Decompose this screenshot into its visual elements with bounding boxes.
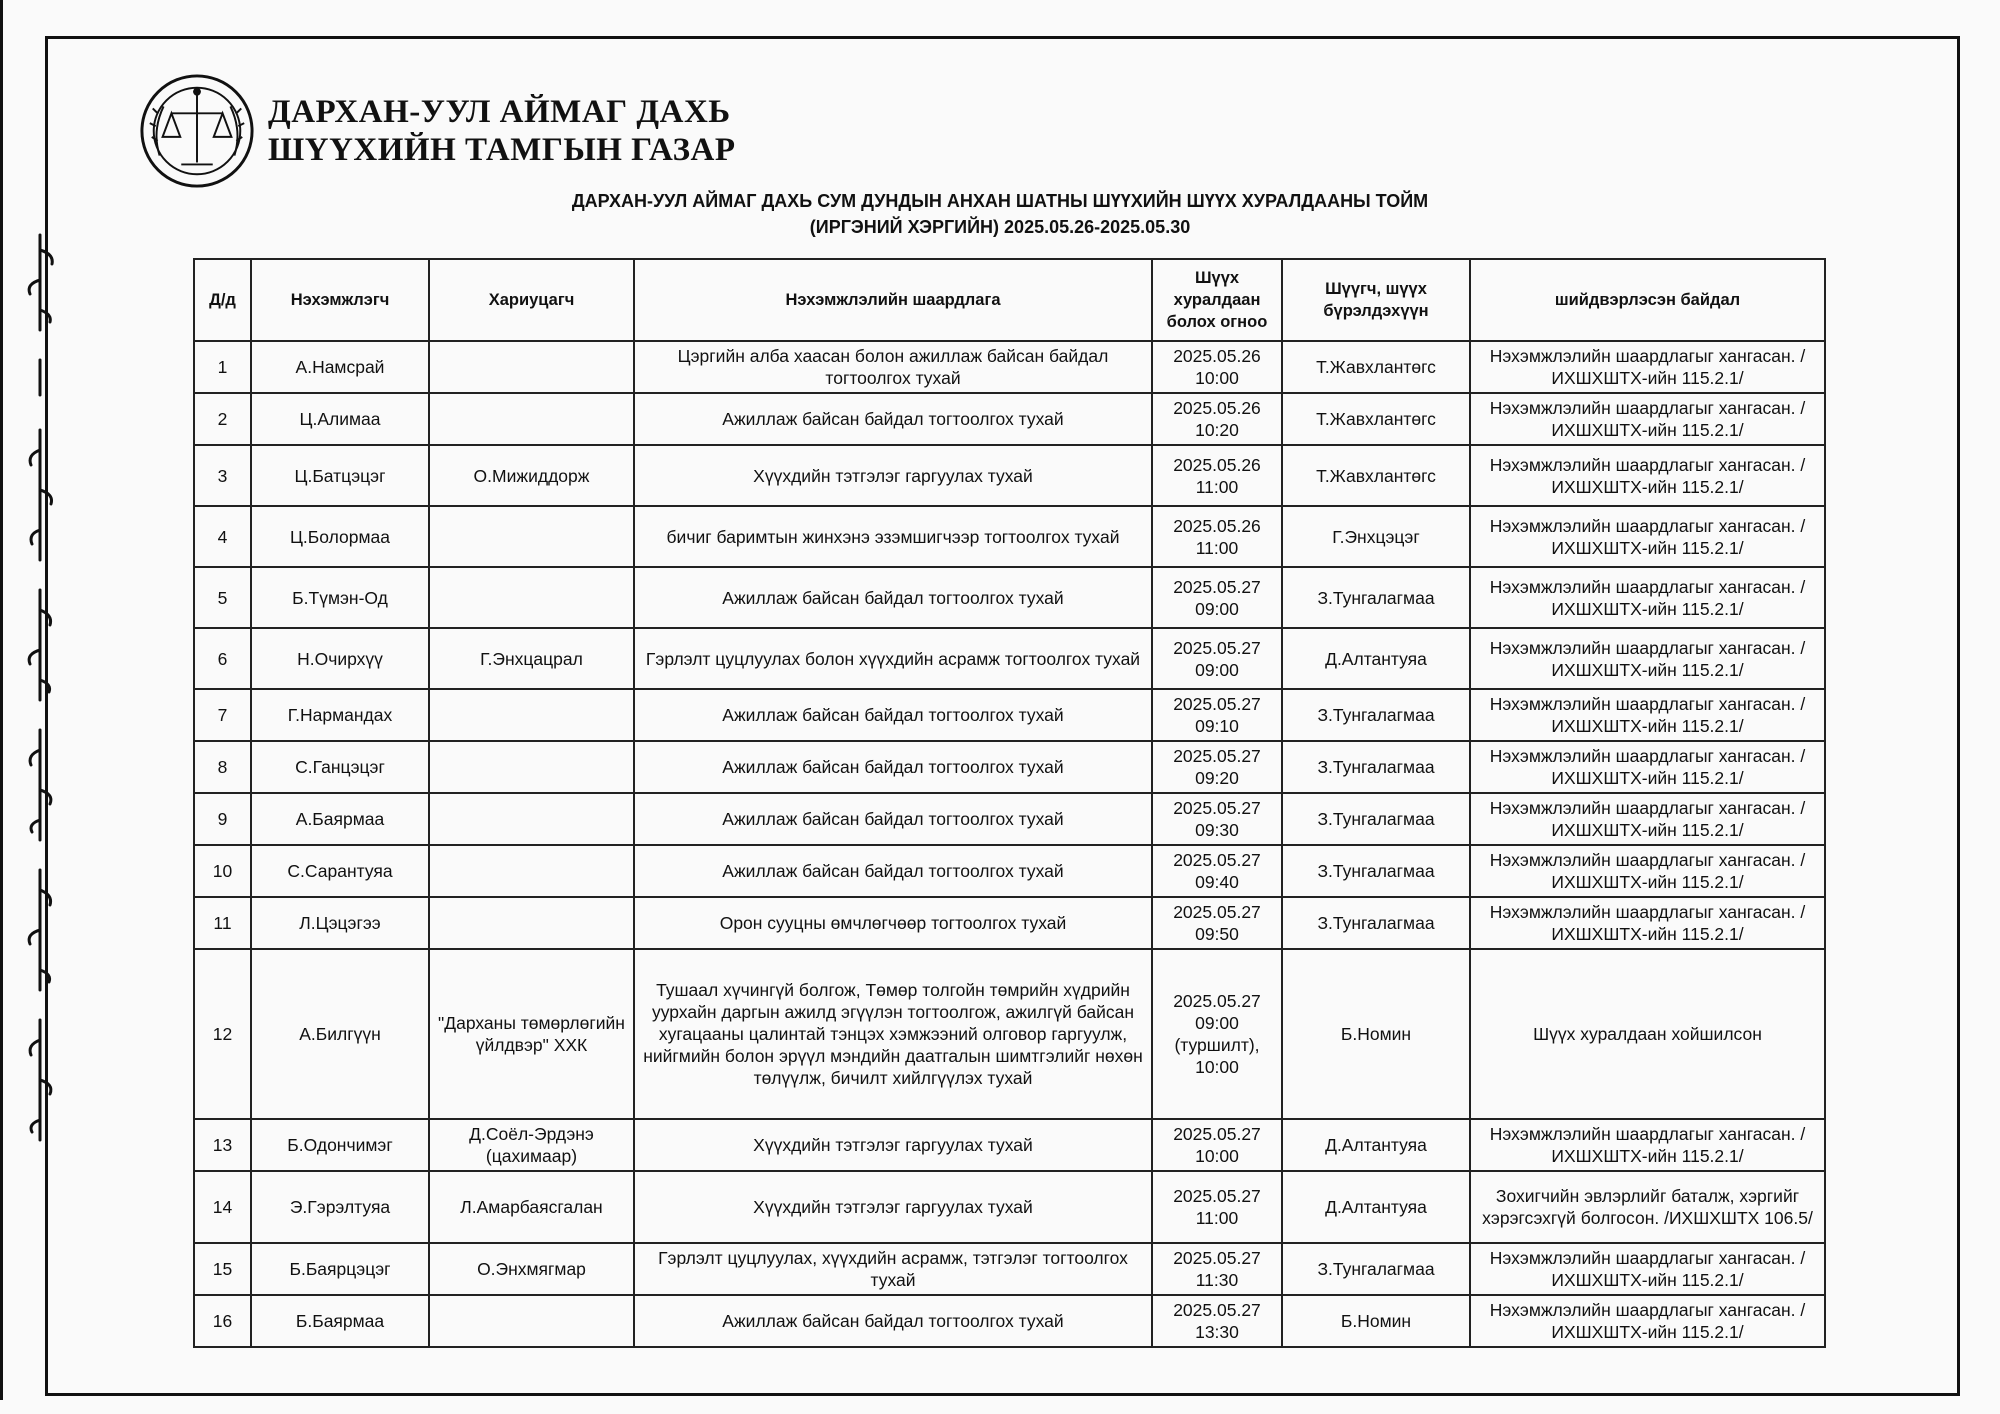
cell-claim	[634, 845, 1152, 897]
cell-defendant	[429, 341, 634, 393]
cell-claim	[634, 445, 1152, 506]
cell-judge-text: Г.Энхцэцэг	[1332, 526, 1420, 547]
hearing-time: 09:40	[1195, 872, 1239, 892]
cell-defendant-text: "Дарханы төмөрлөгийн үйлдвэр" ХХК	[438, 1013, 625, 1055]
table-row	[194, 793, 1825, 845]
cell-claim-text: Ажиллаж байсан байдал тогтоолгох тухай	[722, 409, 1064, 429]
organization-name	[268, 93, 735, 169]
cell-plaintiff-text: Б.Баярмаа	[295, 1311, 385, 1331]
cell-no	[194, 445, 251, 506]
cell-defendant	[429, 949, 634, 1119]
cell-hearing-date	[1152, 567, 1282, 628]
table-row	[194, 845, 1825, 897]
cell-no-text: 1	[217, 357, 228, 377]
cell-hearing-date	[1152, 1243, 1282, 1295]
cell-judge	[1282, 341, 1470, 393]
cell-claim-text: Хүүхдийн тэтгэлэг гаргуулах тухай	[753, 1197, 1033, 1217]
cell-judge-text: Д.Алтантуяа	[1325, 1197, 1427, 1217]
hearing-date: 2025.05.26	[1173, 398, 1261, 418]
title-line2: (ИРГЭНИЙ ХЭРГИЙН) 2025.05.26-2025.05.30	[809, 217, 1191, 237]
cell-result	[1470, 445, 1825, 506]
cell-judge	[1282, 1243, 1470, 1295]
cell-result	[1470, 741, 1825, 793]
cell-no	[194, 845, 251, 897]
cell-claim	[634, 741, 1152, 793]
hearing-date: 2025.05.26	[1173, 346, 1261, 366]
cell-hearing-date	[1152, 1171, 1282, 1243]
col-header-no: Д/д	[194, 259, 251, 341]
cell-no-text: 13	[212, 1135, 233, 1155]
cell-claim-text: Ажиллаж байсан байдал тогтоолгох тухай	[722, 861, 1064, 881]
cell-no-text: 8	[217, 757, 228, 777]
cell-plaintiff	[251, 628, 429, 689]
cell-claim-text: Хүүхдийн тэтгэлэг гаргуулах тухай	[753, 465, 1033, 486]
cell-hearing-date	[1152, 1119, 1282, 1171]
cell-no	[194, 1119, 251, 1171]
hearing-time: 11:30	[1195, 1270, 1239, 1290]
cell-result	[1470, 341, 1825, 393]
cell-plaintiff-text: Э.Гэрэлтуяа	[289, 1197, 391, 1217]
cell-judge	[1282, 1171, 1470, 1243]
cell-no	[194, 1243, 251, 1295]
hearing-time: 10:20	[1195, 420, 1239, 440]
cell-judge-text: З.Тунгалагмаа	[1317, 1259, 1435, 1279]
cell-no-text: 11	[213, 913, 232, 933]
cell-result-text: Нэхэмжлэлийн шаардлагыг хангасан. /ИХШХШТХ-ийн 115.2.1/	[1489, 576, 1806, 619]
cell-plaintiff-text: Л.Цэцэгээ	[299, 913, 381, 933]
cell-defendant	[429, 1295, 634, 1347]
cell-hearing-date	[1152, 741, 1282, 793]
cell-result	[1470, 1243, 1825, 1295]
cell-claim	[634, 567, 1152, 628]
cell-no-text: 12	[212, 1024, 233, 1044]
cell-claim	[634, 628, 1152, 689]
hearing-schedule-table	[193, 258, 1826, 1348]
hearing-time: 09:00 (туршилт), 10:00	[1174, 1013, 1260, 1077]
table-row	[194, 1119, 1825, 1171]
cell-claim-text: Ажиллаж байсан байдал тогтоолгох тухай	[722, 757, 1064, 777]
cell-plaintiff	[251, 1171, 429, 1243]
document-title	[0, 188, 2000, 240]
cell-plaintiff-text: Ц.Болормаа	[289, 526, 390, 547]
cell-plaintiff	[251, 341, 429, 393]
hearing-time: 13:30	[1195, 1322, 1239, 1342]
col-header-hearing-date: Шүүх хуралдаан болох огноо	[1152, 259, 1282, 341]
cell-claim-text: Ажиллаж байсан байдал тогтоолгох тухай	[722, 1311, 1064, 1331]
cell-plaintiff-text: Б.Одончимэг	[287, 1135, 393, 1155]
cell-defendant-text: Л.Амарбаясгалан	[460, 1197, 603, 1217]
cell-claim-text: Тушаал хүчингүй болгож, Төмөр толгойн төмрийн хүдрийн уурхайн даргын ажилд эгүүлэн тогтоолгож, ажилгүй байсан хугацааны цалинтай тэнцэх хэмжээний олговор гаргуулж, нийгмийн болон эрүүл мэндийн даатгалын шимтгэлийг нөхөн төлүүлж, бичилт хийлгүүлэх тухай	[643, 980, 1143, 1088]
cell-claim	[634, 793, 1152, 845]
cell-no-text: 9	[217, 809, 228, 829]
cell-judge	[1282, 793, 1470, 845]
cell-claim-text: бичиг баримтын жинхэнэ эзэмшигчээр тогтоолгох тухай	[666, 526, 1120, 547]
cell-no	[194, 741, 251, 793]
cell-claim	[634, 1243, 1152, 1295]
table-header-row	[194, 259, 1825, 341]
cell-hearing-date	[1152, 393, 1282, 445]
cell-no	[194, 628, 251, 689]
cell-result	[1470, 506, 1825, 567]
cell-defendant	[429, 1119, 634, 1171]
hearing-time: 09:00	[1195, 659, 1239, 680]
cell-judge	[1282, 1119, 1470, 1171]
cell-plaintiff-text: С.Ганцэцэг	[295, 757, 385, 777]
cell-judge	[1282, 897, 1470, 949]
cell-judge-text: Т.Жавхлантөгс	[1316, 465, 1436, 486]
cell-no	[194, 393, 251, 445]
cell-result	[1470, 793, 1825, 845]
cell-result	[1470, 897, 1825, 949]
cell-no-text: 16	[212, 1311, 233, 1331]
cell-plaintiff-text: Б.Баярцэцэг	[289, 1259, 391, 1279]
cell-no-text: 10	[212, 861, 233, 881]
cell-result-text: Нэхэмжлэлийн шаардлагыг хангасан. /ИХШХШТХ-ийн 115.2.1/	[1489, 902, 1806, 944]
cell-plaintiff	[251, 1119, 429, 1171]
cell-plaintiff	[251, 506, 429, 567]
cell-plaintiff	[251, 793, 429, 845]
cell-no-text: 14	[212, 1197, 233, 1217]
cell-claim-text: Гэрлэлт цуцлуулах, хүүхдийн асрамж, тэтгэлэг тогтоолгох тухай	[658, 1248, 1128, 1290]
cell-result-text: Нэхэмжлэлийн шаардлагыг хангасан. /ИХШХШТХ-ийн 115.2.1/	[1489, 398, 1806, 440]
cell-plaintiff	[251, 845, 429, 897]
cell-no	[194, 341, 251, 393]
table-row	[194, 689, 1825, 741]
cell-no	[194, 506, 251, 567]
cell-defendant	[429, 689, 634, 741]
cell-defendant-text: О.Мижиддорж	[473, 465, 590, 486]
cell-judge-text: З.Тунгалагмаа	[1317, 913, 1435, 933]
cell-defendant-text: Г.Энхцацрал	[480, 648, 583, 669]
hearing-time: 09:50	[1195, 924, 1239, 944]
cell-claim-text: Ажиллаж байсан байдал тогтоолгох тухай	[722, 705, 1064, 725]
org-name-line2: ШҮҮХИЙН ТАМГЫН ГАЗАР	[268, 132, 736, 168]
cell-judge-text: Б.Номин	[1340, 1024, 1412, 1044]
hearing-date: 2025.05.27	[1173, 694, 1261, 714]
cell-result	[1470, 689, 1825, 741]
cell-judge	[1282, 741, 1470, 793]
hearing-time: 10:00	[1195, 1146, 1239, 1166]
table-row	[194, 1243, 1825, 1295]
cell-claim	[634, 689, 1152, 741]
cell-result-text: Нэхэмжлэлийн шаардлагыг хангасан. /ИХШХШТХ-ийн 115.2.1/	[1489, 1124, 1806, 1166]
cell-result	[1470, 1295, 1825, 1347]
table-row	[194, 897, 1825, 949]
cell-defendant	[429, 445, 634, 506]
cell-result	[1470, 628, 1825, 689]
cell-claim	[634, 897, 1152, 949]
cell-result-text: Нэхэмжлэлийн шаардлагыг хангасан. /ИХШХШТХ-ийн 115.2.1/	[1489, 1248, 1806, 1290]
title-line1: ДАРХАН-УУЛ АЙМАГ ДАХЬ СУМ ДУНДЫН АНХАН ШАТНЫ ШҮҮХИЙН ШҮҮХ ХУРАЛДААНЫ ТОЙМ	[571, 191, 1429, 211]
cell-judge-text: З.Тунгалагмаа	[1317, 705, 1435, 725]
cell-hearing-date	[1152, 445, 1282, 506]
hearing-time: 11:00	[1195, 1208, 1239, 1228]
col-header-judge: Шүүгч, шүүх бүрэлдэхүүн	[1282, 259, 1470, 341]
hearing-time: 11:00	[1195, 537, 1239, 558]
cell-result-text: Нэхэмжлэлийн шаардлагыг хангасан. /ИХШХШТХ-ийн 115.2.1/	[1489, 850, 1806, 892]
cell-no-text: 4	[217, 526, 228, 547]
cell-no-text: 7	[217, 705, 228, 725]
cell-judge-text: Д.Алтантуяа	[1325, 1135, 1427, 1155]
cell-judge	[1282, 689, 1470, 741]
table-row	[194, 393, 1825, 445]
cell-no	[194, 949, 251, 1119]
cell-plaintiff	[251, 1295, 429, 1347]
hearing-date: 2025.05.27	[1173, 746, 1261, 766]
cell-claim-text: Гэрлэлт цуцлуулах болон хүүхдийн асрамж тогтоолгох тухай	[645, 648, 1141, 669]
cell-claim	[634, 506, 1152, 567]
cell-claim	[634, 341, 1152, 393]
cell-result-text: Нэхэмжлэлийн шаардлагыг хангасан. /ИХШХШТХ-ийн 115.2.1/	[1489, 454, 1806, 497]
cell-hearing-date	[1152, 506, 1282, 567]
cell-judge-text: Д.Алтантуяа	[1325, 648, 1427, 669]
cell-plaintiff-text: Г.Нармандах	[287, 705, 393, 725]
cell-plaintiff	[251, 949, 429, 1119]
hearing-time: 09:00	[1195, 598, 1239, 619]
hearing-date: 2025.05.27	[1173, 1124, 1261, 1144]
hearing-date: 2025.05.27	[1173, 1186, 1261, 1206]
cell-claim-text: Цэргийн алба хаасан болон ажиллаж байсан байдал тогтоолгох тухай	[677, 346, 1109, 388]
cell-no	[194, 897, 251, 949]
hearing-date: 2025.05.27	[1173, 798, 1261, 818]
cell-claim	[634, 1119, 1152, 1171]
org-name-line1: ДАРХАН-УУЛ АЙМАГ ДАХЬ	[268, 94, 731, 130]
cell-no-text: 2	[217, 409, 228, 429]
cell-plaintiff-text: А.Билгүүн	[299, 1024, 381, 1044]
cell-plaintiff	[251, 567, 429, 628]
cell-defendant	[429, 393, 634, 445]
table-row	[194, 741, 1825, 793]
cell-plaintiff	[251, 445, 429, 506]
cell-plaintiff-text: С.Сарантуяа	[287, 861, 393, 881]
cell-hearing-date	[1152, 689, 1282, 741]
cell-claim	[634, 1295, 1152, 1347]
table-row	[194, 628, 1825, 689]
cell-judge-text: З.Тунгалагмаа	[1317, 587, 1435, 608]
hearing-date: 2025.05.27	[1173, 1248, 1261, 1268]
hearing-date: 2025.05.26	[1173, 454, 1261, 475]
cell-no-text: 5	[217, 587, 228, 608]
table-row	[194, 1171, 1825, 1243]
cell-hearing-date	[1152, 341, 1282, 393]
cell-claim	[634, 1171, 1152, 1243]
cell-result	[1470, 1119, 1825, 1171]
cell-result-text: Нэхэмжлэлийн шаардлагыг хангасан. /ИХШХШТХ-ийн 115.2.1/	[1489, 637, 1806, 680]
cell-plaintiff	[251, 393, 429, 445]
cell-claim-text: Орон сууцны өмчлөгчөөр тогтоолгох тухай	[719, 913, 1067, 933]
table-row	[194, 506, 1825, 567]
cell-judge	[1282, 393, 1470, 445]
cell-defendant	[429, 897, 634, 949]
cell-claim	[634, 393, 1152, 445]
hearing-date: 2025.05.26	[1173, 515, 1261, 536]
cell-hearing-date	[1152, 845, 1282, 897]
cell-no	[194, 1171, 251, 1243]
cell-result	[1470, 845, 1825, 897]
cell-claim-text: Ажиллаж байсан байдал тогтоолгох тухай	[722, 809, 1064, 829]
hearing-time: 10:00	[1195, 368, 1239, 388]
cell-judge	[1282, 949, 1470, 1119]
cell-plaintiff	[251, 1243, 429, 1295]
cell-result-text: Шүүх хуралдаан хойшилсон	[1533, 1024, 1762, 1044]
hearing-date: 2025.05.27	[1173, 576, 1261, 597]
hearing-time: 09:10	[1195, 716, 1239, 736]
cell-no-text: 3	[217, 465, 228, 486]
cell-result	[1470, 1171, 1825, 1243]
cell-hearing-date	[1152, 1295, 1282, 1347]
cell-result-text: Нэхэмжлэлийн шаардлагыг хангасан. /ИХШХШТХ-ийн 115.2.1/	[1489, 798, 1806, 840]
col-header-defendant: Хариуцагч	[429, 259, 634, 341]
cell-defendant-text: О.Энхмягмар	[477, 1259, 586, 1279]
hearing-date: 2025.05.27	[1173, 637, 1261, 658]
cell-judge	[1282, 845, 1470, 897]
cell-defendant	[429, 741, 634, 793]
cell-judge-text: Б.Номин	[1340, 1311, 1412, 1331]
hearing-time: 11:00	[1195, 476, 1239, 497]
cell-no	[194, 567, 251, 628]
cell-plaintiff-text: А.Намсрай	[295, 357, 385, 377]
cell-judge-text: З.Тунгалагмаа	[1317, 809, 1435, 829]
cell-hearing-date	[1152, 793, 1282, 845]
cell-plaintiff-text: Н.Очирхүү	[297, 648, 383, 669]
col-header-claim: Нэхэмжлэлийн шаардлага	[634, 259, 1152, 341]
cell-no	[194, 793, 251, 845]
cell-defendant-text: Д.Соёл-Эрдэнэ (цахимаар)	[469, 1124, 594, 1166]
cell-judge-text: З.Тунгалагмаа	[1317, 861, 1435, 881]
hearing-date: 2025.05.27	[1173, 991, 1261, 1011]
vertical-script-decoration	[18, 230, 62, 1150]
cell-judge-text: Т.Жавхлантөгс	[1316, 409, 1436, 429]
cell-judge	[1282, 506, 1470, 567]
hearing-time: 09:30	[1195, 820, 1239, 840]
cell-defendant	[429, 506, 634, 567]
hearing-time: 09:20	[1195, 768, 1239, 788]
cell-hearing-date	[1152, 949, 1282, 1119]
page-header	[138, 72, 735, 190]
cell-defendant	[429, 567, 634, 628]
col-header-result: шийдвэрлэсэн байдал	[1470, 259, 1825, 341]
cell-plaintiff	[251, 741, 429, 793]
cell-result-text: Нэхэмжлэлийн шаардлагыг хангасан. /ИХШХШТХ-ийн 115.2.1/	[1489, 746, 1806, 788]
table-row	[194, 949, 1825, 1119]
cell-plaintiff-text: А.Баярмаа	[295, 809, 385, 829]
cell-no-text: 6	[217, 648, 228, 669]
cell-claim-text: Ажиллаж байсан байдал тогтоолгох тухай	[722, 587, 1064, 608]
cell-plaintiff	[251, 689, 429, 741]
cell-defendant	[429, 1171, 634, 1243]
cell-judge-text: З.Тунгалагмаа	[1317, 757, 1435, 777]
table-row	[194, 445, 1825, 506]
cell-judge	[1282, 1295, 1470, 1347]
cell-result-text: Нэхэмжлэлийн шаардлагыг хангасан. /ИХШХШТХ-ийн 115.2.1/	[1489, 515, 1806, 558]
cell-no	[194, 689, 251, 741]
cell-plaintiff-text: Ц.Батцэцэг	[294, 465, 386, 486]
cell-defendant	[429, 793, 634, 845]
cell-no	[194, 1295, 251, 1347]
hearing-date: 2025.05.27	[1173, 1300, 1261, 1320]
cell-plaintiff	[251, 897, 429, 949]
table-row	[194, 567, 1825, 628]
cell-plaintiff-text: Ц.Алимаа	[299, 409, 381, 429]
cell-claim	[634, 949, 1152, 1119]
cell-defendant	[429, 845, 634, 897]
cell-result	[1470, 393, 1825, 445]
hearing-date: 2025.05.27	[1173, 902, 1261, 922]
cell-hearing-date	[1152, 628, 1282, 689]
cell-judge	[1282, 567, 1470, 628]
cell-judge	[1282, 445, 1470, 506]
cell-result-text: Нэхэмжлэлийн шаардлагыг хангасан. /ИХШХШТХ-ийн 115.2.1/	[1489, 346, 1806, 388]
cell-judge	[1282, 628, 1470, 689]
cell-result-text: Зохигчийн эвлэрлийг баталж, хэргийг хэрэгсэхгүй болгосон. /ИХШХШТХ 106.5/	[1482, 1186, 1813, 1228]
cell-judge-text: Т.Жавхлантөгс	[1316, 357, 1436, 377]
table-row	[194, 1295, 1825, 1347]
cell-plaintiff-text: Б.Түмэн-Од	[292, 587, 388, 608]
cell-result-text: Нэхэмжлэлийн шаардлагыг хангасан. /ИХШХШТХ-ийн 115.2.1/	[1489, 694, 1806, 736]
table-row	[194, 341, 1825, 393]
cell-defendant	[429, 1243, 634, 1295]
cell-result	[1470, 949, 1825, 1119]
cell-result	[1470, 567, 1825, 628]
cell-hearing-date	[1152, 897, 1282, 949]
cell-claim-text: Хүүхдийн тэтгэлэг гаргуулах тухай	[753, 1135, 1033, 1155]
cell-defendant	[429, 628, 634, 689]
court-emblem-logo	[138, 72, 256, 190]
cell-result-text: Нэхэмжлэлийн шаардлагыг хангасан. /ИХШХШТХ-ийн 115.2.1/	[1489, 1300, 1806, 1342]
cell-no-text: 15	[212, 1259, 233, 1279]
col-header-plaintiff: Нэхэмжлэгч	[251, 259, 429, 341]
hearing-date: 2025.05.27	[1173, 850, 1261, 870]
